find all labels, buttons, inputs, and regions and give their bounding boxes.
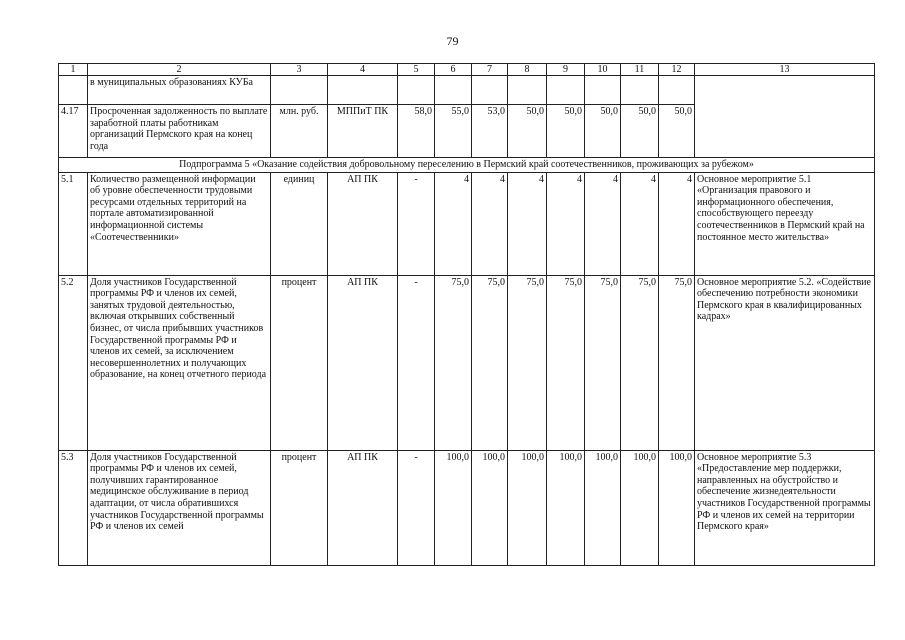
row-code: 4.17 xyxy=(59,105,88,158)
row-value: 75,0 xyxy=(435,275,472,450)
row-measure: Основное мероприятие 5.3 «Предоставление мер поддержки, направленных на обустройство и обеспечение жизнедеятельности участников Государственной программы РФ и членов их семей на территории Пермского края» xyxy=(695,450,875,565)
row-unit: млн. руб. xyxy=(271,105,328,158)
header-cell: 4 xyxy=(328,64,398,76)
row-value: 4 xyxy=(472,172,508,275)
row-value: 4 xyxy=(547,172,585,275)
page-number: 79 xyxy=(446,34,459,48)
row-unit: процент xyxy=(271,275,328,450)
header-cell: 3 xyxy=(271,64,328,76)
header-cell: 1 xyxy=(59,64,88,76)
row-value: 75,0 xyxy=(547,275,585,450)
row-code: 5.2 xyxy=(59,275,88,450)
row-code xyxy=(59,76,88,105)
row-name: в муниципальных образованиях КУБа xyxy=(88,76,271,105)
row-name: Количество размещенной информации об уровне обеспеченности трудовыми ресурсами отдельных территорий на портале автоматизированной информационной системы «Соотечественники» xyxy=(88,172,271,275)
header-cell: 13 xyxy=(695,64,875,76)
header-cell: 11 xyxy=(621,64,659,76)
row-measure: Основное мероприятие 5.2. «Содействие обеспечению потребности экономики Пермского края в квалифицированных кадрах» xyxy=(695,275,875,450)
row-value: 4 xyxy=(508,172,547,275)
header-cell: 9 xyxy=(547,64,585,76)
row-value: 50,0 xyxy=(585,105,621,158)
row-value: 4 xyxy=(621,172,659,275)
row-value: 4 xyxy=(659,172,695,275)
row-value: 75,0 xyxy=(472,275,508,450)
row-value: - xyxy=(398,172,435,275)
header-cell: 7 xyxy=(472,64,508,76)
row-value: 100,0 xyxy=(508,450,547,565)
row-code: 5.3 xyxy=(59,450,88,565)
row-value: 58,0 xyxy=(398,105,435,158)
row-name: Доля участников Государственной программы РФ и членов их семей, получивших гарантированное медицинское обслуживание в период адаптации, от числа обратившихся участников Государственной программы РФ и членов их семей xyxy=(88,450,271,565)
row-value: - xyxy=(398,275,435,450)
row-value: 53,0 xyxy=(472,105,508,158)
row-name: Просроченная задолженность по выплате заработной платы работникам организаций Пермского края на конец года xyxy=(88,105,271,158)
header-cell: 12 xyxy=(659,64,695,76)
row-value: 50,0 xyxy=(508,105,547,158)
row-code: 5.1 xyxy=(59,172,88,275)
header-cell: 10 xyxy=(585,64,621,76)
row-value: 100,0 xyxy=(621,450,659,565)
row-responsible: АП ПК xyxy=(328,275,398,450)
row-value: 50,0 xyxy=(659,105,695,158)
row-responsible: АП ПК xyxy=(328,450,398,565)
row-responsible: АП ПК xyxy=(328,172,398,275)
header-cell: 2 xyxy=(88,64,271,76)
row-value: 75,0 xyxy=(659,275,695,450)
row-value: 4 xyxy=(435,172,472,275)
table-row xyxy=(59,172,875,275)
row-responsible: МППиТ ПК xyxy=(328,105,398,158)
subprogram-row xyxy=(59,158,875,173)
row-value: 75,0 xyxy=(621,275,659,450)
indicators-table xyxy=(58,63,875,566)
row-unit: процент xyxy=(271,450,328,565)
header-cell: 6 xyxy=(435,64,472,76)
row-value: 75,0 xyxy=(585,275,621,450)
row-value: 55,0 xyxy=(435,105,472,158)
table-row xyxy=(59,275,875,450)
row-value: - xyxy=(398,450,435,565)
row-value: 100,0 xyxy=(585,450,621,565)
row-measure xyxy=(695,76,875,158)
row-value: 50,0 xyxy=(621,105,659,158)
row-value: 100,0 xyxy=(547,450,585,565)
row-value: 4 xyxy=(585,172,621,275)
table-row xyxy=(59,76,875,105)
subprogram-title: Подпрограмма 5 «Оказание содействия добровольному переселению в Пермский край соотечественников, проживающих за рубежом» xyxy=(59,158,875,173)
row-value: 100,0 xyxy=(472,450,508,565)
row-value: 100,0 xyxy=(659,450,695,565)
row-value: 50,0 xyxy=(547,105,585,158)
row-name: Доля участников Государственной программы РФ и членов их семей, занятых трудовой деятельностью, включая открывших собственный бизнес, от числа прибывших участников Государственной программы РФ и членов их семей, за исключением несовершеннолетних и получающих образование, на конец отчетного периода xyxy=(88,275,271,450)
row-measure: Основное мероприятие 5.1 «Организация правового и информационного обеспечения, способствующего переезду соотечественников в Пермский край на постоянное место жительства» xyxy=(695,172,875,275)
row-unit: единиц xyxy=(271,172,328,275)
header-row xyxy=(59,64,875,76)
row-value: 75,0 xyxy=(508,275,547,450)
header-cell: 5 xyxy=(398,64,435,76)
row-value: 100,0 xyxy=(435,450,472,565)
header-cell: 8 xyxy=(508,64,547,76)
table-row xyxy=(59,450,875,565)
